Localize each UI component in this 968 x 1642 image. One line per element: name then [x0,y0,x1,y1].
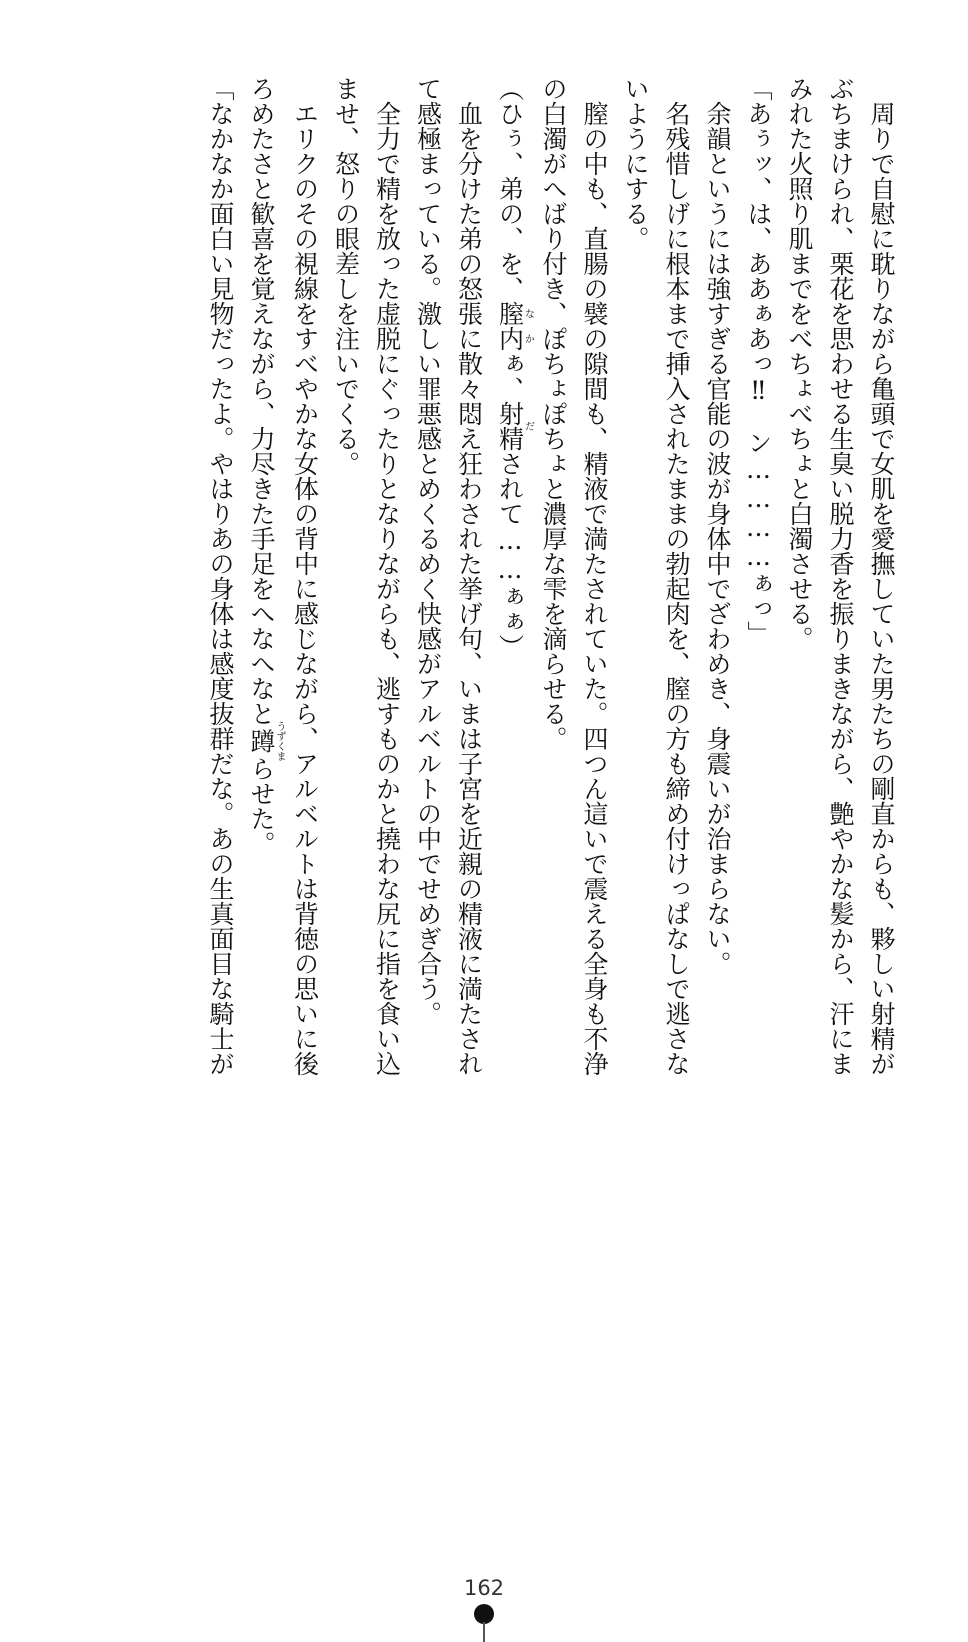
ruby-reading: なか [522,301,534,351]
text-line: 「なかなか面白い見物だったよ。やはりあの身体は感度抜群だな。あの生真面目な騎士が [206,76,235,1076]
ruby-word [495,401,534,451]
text-line: 血を分けた弟の怒張に散々悶え狂わされた挙げ句、いまは子宮を近親の精液に満たされ [454,76,484,1076]
text-line: ぶちまけられ、栗花を思わせる生臭い脱力香を振りまきながら、艶やかな髪から、汗にま [826,76,855,1076]
text-line-with-ruby [241,76,285,1356]
ruby-base: 射精 [495,401,525,451]
text-segment: ぁ、 [495,351,525,401]
ruby-base: 蹲 [247,721,276,761]
text-segment: されて……ぁぁ） [495,451,525,659]
text-line: の白濁がへばり付き、ぽちょぽちょと濃厚な雫を滴らせる。 [539,76,568,751]
text-segment: らせた。 [247,756,276,856]
text-line: て感極まっている。激しい罪悪感とめくるめく快感がアルベルトの中でせめぎ合う。 [413,76,443,1026]
text-line: 膣の中も、直腸の襞の隙間も、精液で満たされていた。四つん這いで震える全身も不浄 [580,76,609,1076]
text-line: エリクのその視線をすべやかな女体の背中に感じながら、アルベルトは背徳の思いに後 [290,76,320,1076]
page-number: 162 [463,1576,505,1600]
ruby-reading: うずくま [274,721,285,761]
page-marker-stem [483,1622,485,1642]
text-segment: （ひぅ、弟の、を、 [495,76,525,301]
text-line: いようにする。 [621,76,650,251]
text-segment: ろめたさと歓喜を覚えながら、力尽きた手足をへなへなと [247,76,276,726]
page-marker-dot-icon [474,1604,494,1624]
text-line: 名残惜しげに根本まで挿入されたままの勃起肉を、膣の方も締め付けっぱなしで逃さな [662,76,691,1076]
text-line: 全力で精を放った虚脱にぐったりとなりながらも、逃すものかと撓わな尻に指を食い込 [372,76,402,1076]
text-line: 余韻というには強すぎる官能の波が身体中でざわめき、身震いが治まらない。 [703,76,732,976]
text-line: 周りで自慰に耽りながら亀頭で女肌を愛撫していた男たちの剛直からも、夥しい射精が [867,76,896,1076]
ruby-reading: だ [522,401,534,451]
ruby-base: 膣内 [495,301,525,351]
text-line: ませ、怒りの眼差しを注いでくる。 [331,76,361,476]
ruby-word [247,721,285,761]
text-line: みれた火照り肌までをべちょべちょと白濁させる。 [785,76,814,651]
text-line: 「あぅッ、は、ああぁあっ‼ ン…………ぁっ」 [744,76,773,646]
vertical-text-block [72,76,902,1356]
text-line-with-ruby [490,76,534,1356]
ruby-word [495,301,534,351]
